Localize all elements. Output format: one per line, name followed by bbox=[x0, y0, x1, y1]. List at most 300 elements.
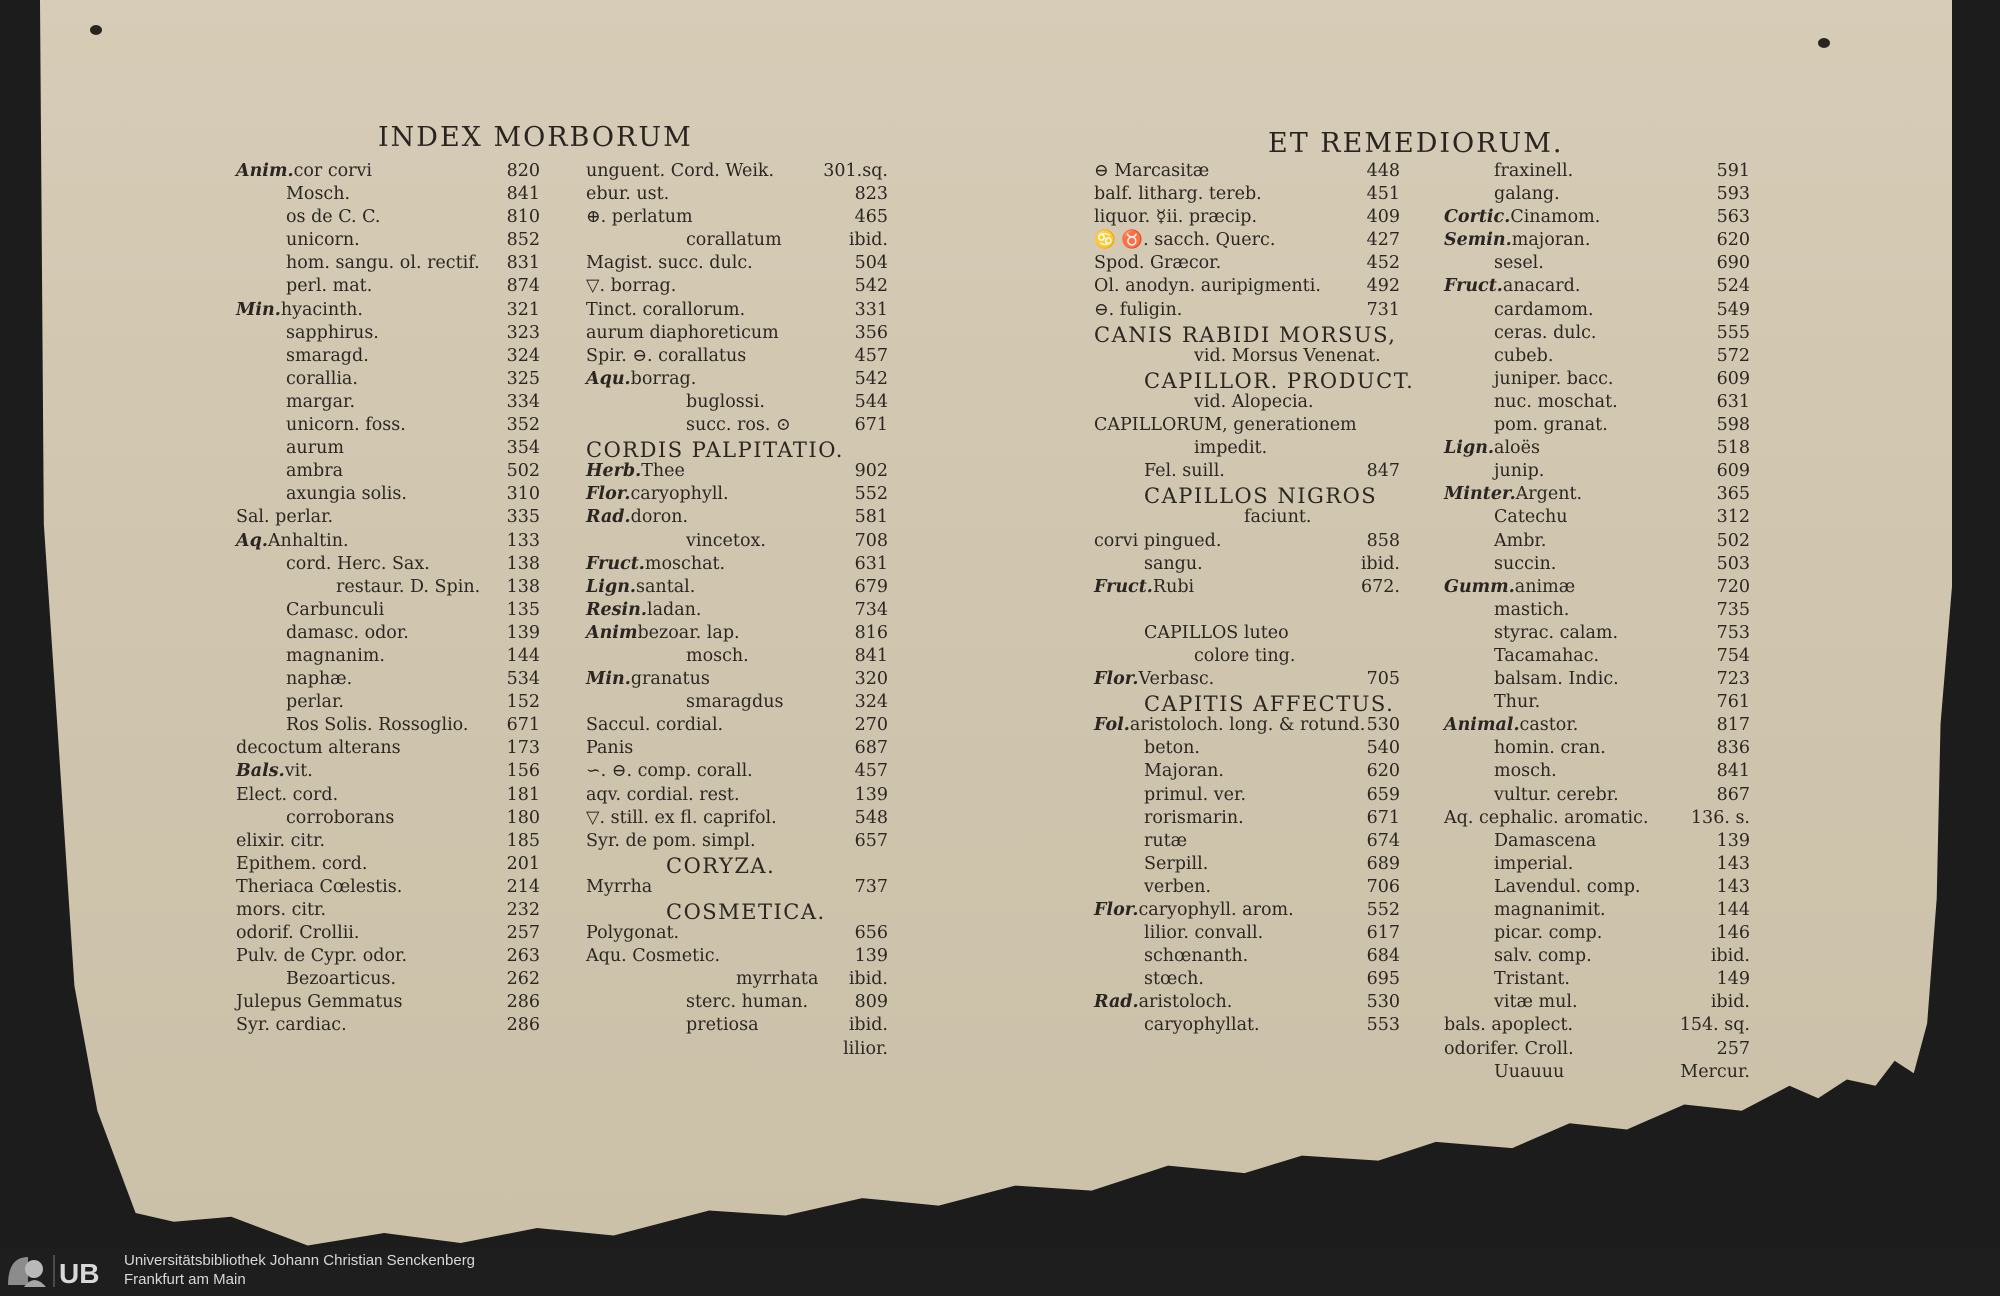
entry-label bbox=[1494, 900, 1606, 920]
entry-label bbox=[1094, 715, 1365, 735]
index-entry bbox=[1094, 692, 1400, 715]
entry-label bbox=[1494, 1062, 1564, 1082]
index-entry bbox=[586, 692, 888, 715]
entry-text: Elect. cord. bbox=[236, 784, 339, 805]
index-entry bbox=[586, 923, 888, 946]
index-entry bbox=[236, 1015, 540, 1038]
page-number: 542 bbox=[854, 276, 888, 297]
entry-text: elixir. citr. bbox=[236, 830, 326, 851]
section-heading bbox=[586, 438, 844, 462]
entry-text: os de C. C. bbox=[286, 207, 381, 228]
entry-category: Min. bbox=[586, 669, 631, 690]
entry-text: vid. Alopecia. bbox=[1194, 391, 1314, 412]
entry-label bbox=[1094, 992, 1232, 1012]
entry-label bbox=[286, 184, 350, 204]
index-column-4 bbox=[1444, 161, 1750, 1085]
entry-label bbox=[1094, 230, 1275, 250]
index-entry bbox=[1094, 531, 1400, 554]
page-number: ibid. bbox=[848, 1015, 888, 1036]
page-number: 687 bbox=[854, 738, 888, 759]
index-entry bbox=[586, 184, 888, 207]
index-entry bbox=[1094, 438, 1400, 461]
index-entry bbox=[236, 161, 540, 184]
page-number: 631 bbox=[1716, 391, 1750, 412]
entry-text: Polygonat. bbox=[586, 923, 680, 944]
index-entry bbox=[236, 323, 540, 346]
entry-text: vitæ mul. bbox=[1494, 992, 1578, 1013]
index-entry bbox=[1444, 207, 1750, 230]
page-number: 324 bbox=[506, 345, 540, 366]
page-number: 754 bbox=[1716, 645, 1750, 666]
entry-label bbox=[586, 300, 745, 320]
entry-text: Anhaltin. bbox=[267, 530, 349, 551]
index-entry bbox=[1094, 669, 1400, 692]
index-entry bbox=[236, 761, 540, 784]
entry-label bbox=[1094, 900, 1294, 920]
entry-text: unicorn. bbox=[286, 230, 360, 251]
entry-text: aristoloch. long. & rotund. bbox=[1129, 715, 1366, 736]
index-entry bbox=[236, 900, 540, 923]
entry-label bbox=[1494, 531, 1546, 551]
index-entry bbox=[1094, 831, 1400, 854]
page-number: 841 bbox=[506, 184, 540, 205]
entry-label bbox=[1144, 831, 1187, 851]
entry-text: Cinamom. bbox=[1510, 207, 1601, 228]
page-number: 334 bbox=[506, 391, 540, 412]
entry-text: Majoran. bbox=[1144, 761, 1224, 782]
entry-text: Epithem. cord. bbox=[236, 853, 368, 874]
entry-label bbox=[1144, 969, 1204, 989]
index-entry bbox=[1094, 992, 1400, 1015]
index-entry bbox=[1094, 415, 1400, 438]
index-entry bbox=[1094, 577, 1400, 600]
entry-text: ceras. dulc. bbox=[1494, 322, 1597, 343]
page-number: 631 bbox=[854, 553, 888, 574]
entry-label bbox=[1444, 1015, 1573, 1035]
entry-text: galang. bbox=[1494, 184, 1560, 205]
entry-label bbox=[1444, 207, 1600, 227]
index-entry bbox=[1094, 392, 1400, 415]
entry-category: Aqu. bbox=[586, 368, 631, 389]
entry-text: caryophyllat. bbox=[1144, 1015, 1260, 1036]
index-entry bbox=[1444, 230, 1750, 253]
index-entry bbox=[1444, 785, 1750, 808]
entry-label bbox=[1144, 877, 1211, 897]
entry-text: vid. Morsus Venenat. bbox=[1194, 345, 1381, 366]
page-number: 263 bbox=[506, 946, 540, 967]
index-entry bbox=[236, 785, 540, 808]
entry-category: Animal. bbox=[1444, 715, 1520, 736]
page-number: 581 bbox=[854, 507, 888, 528]
entry-text: Ol. anodyn. auripigmenti. bbox=[1094, 276, 1321, 297]
page-number: 312 bbox=[1716, 507, 1750, 528]
entry-text: homin. cran. bbox=[1494, 738, 1606, 759]
entry-label bbox=[1444, 577, 1575, 597]
entry-label bbox=[1494, 831, 1596, 851]
index-entry bbox=[236, 831, 540, 854]
entry-label bbox=[286, 346, 369, 366]
entry-label bbox=[1494, 461, 1544, 481]
section-heading bbox=[666, 900, 826, 924]
index-entry bbox=[586, 392, 888, 415]
entry-text: succin. bbox=[1494, 553, 1557, 574]
page-number: 146 bbox=[1716, 923, 1750, 944]
entry-text: naphæ. bbox=[286, 669, 353, 690]
entry-text: aurum bbox=[286, 438, 344, 459]
entry-category: Flor. bbox=[1094, 900, 1139, 920]
entry-text: ∽. ⊖. comp. corall. bbox=[586, 761, 753, 782]
entry-label bbox=[1494, 623, 1618, 643]
page-number: 598 bbox=[1716, 415, 1750, 436]
page-number: 836 bbox=[1716, 738, 1750, 759]
page-number: 448 bbox=[1366, 161, 1400, 181]
index-entry bbox=[586, 946, 888, 969]
entry-label bbox=[1494, 785, 1619, 805]
index-entry bbox=[1444, 969, 1750, 992]
page-number: 257 bbox=[506, 923, 540, 944]
entry-text: Uuauuu bbox=[1494, 1061, 1565, 1082]
entry-label bbox=[1094, 253, 1221, 273]
entry-text: vultur. cerebr. bbox=[1494, 784, 1619, 805]
entry-label bbox=[1444, 438, 1540, 458]
page-number: 549 bbox=[1716, 299, 1750, 320]
entry-label bbox=[736, 969, 818, 989]
page-number: 563 bbox=[1716, 207, 1750, 228]
page-number: 457 bbox=[854, 761, 888, 782]
page-number: 672. bbox=[1361, 576, 1400, 597]
index-title-right: ET REMEDIORUM. bbox=[1268, 128, 1564, 159]
page-number: 139 bbox=[854, 784, 888, 805]
entry-label bbox=[686, 1015, 759, 1035]
index-entry bbox=[236, 877, 540, 900]
page-number: 451 bbox=[1366, 184, 1400, 205]
entry-text: rutæ bbox=[1144, 830, 1188, 851]
index-entry bbox=[586, 415, 888, 438]
entry-label bbox=[586, 484, 729, 504]
entry-text: ▽. borrag. bbox=[586, 276, 677, 297]
index-entry bbox=[1094, 346, 1400, 369]
entry-category: Gumm. bbox=[1444, 576, 1515, 597]
page-number: 331 bbox=[854, 299, 888, 320]
entry-text: mosch. bbox=[686, 645, 749, 666]
index-entry bbox=[586, 761, 888, 784]
index-entry bbox=[586, 1015, 888, 1038]
entry-label bbox=[236, 900, 326, 920]
page-number: 679 bbox=[854, 576, 888, 597]
page-number: 301.sq. bbox=[823, 161, 888, 181]
index-entry bbox=[1444, 577, 1750, 600]
entry-label bbox=[586, 207, 693, 227]
index-entry bbox=[1094, 161, 1400, 184]
index-entry bbox=[236, 946, 540, 969]
entry-text: ambra bbox=[286, 461, 344, 482]
entry-label bbox=[1094, 161, 1209, 181]
page-number: 286 bbox=[506, 1015, 540, 1036]
page-number: 591 bbox=[1716, 161, 1750, 181]
page-number: 201 bbox=[506, 853, 540, 874]
page-number: 705 bbox=[1366, 669, 1400, 690]
page-number: 335 bbox=[506, 507, 540, 528]
index-entry bbox=[236, 854, 540, 877]
entry-text: CAPILLOS NIGROS bbox=[1144, 484, 1378, 509]
entry-label bbox=[1194, 438, 1267, 458]
index-entry bbox=[236, 253, 540, 276]
index-entry bbox=[1094, 877, 1400, 900]
index-entry bbox=[1094, 600, 1400, 623]
entry-text: hom. sangu. ol. rectif. bbox=[286, 253, 480, 274]
entry-label bbox=[286, 484, 407, 504]
index-entry bbox=[236, 531, 540, 554]
entry-label bbox=[1094, 531, 1221, 551]
entry-label bbox=[1494, 669, 1619, 689]
entry-text: nuc. moschat. bbox=[1494, 391, 1618, 412]
page-number: 457 bbox=[854, 345, 888, 366]
entry-label bbox=[586, 715, 723, 735]
entry-label bbox=[586, 785, 740, 805]
entry-label bbox=[1094, 184, 1262, 204]
entry-label bbox=[286, 646, 385, 666]
index-entry bbox=[1444, 461, 1750, 484]
page-number: 321 bbox=[506, 299, 540, 320]
index-entry bbox=[1444, 900, 1750, 923]
entry-label bbox=[286, 808, 394, 828]
index-entry bbox=[236, 369, 540, 392]
index-entry bbox=[1444, 923, 1750, 946]
page-number: 144 bbox=[506, 645, 540, 666]
entry-text: magnanim. bbox=[286, 645, 385, 666]
entry-text: verben. bbox=[1144, 876, 1212, 897]
entry-label bbox=[286, 438, 344, 458]
page-number: 143 bbox=[1716, 876, 1750, 897]
index-entry bbox=[236, 415, 540, 438]
index-entry bbox=[586, 646, 888, 669]
index-entry bbox=[236, 207, 540, 230]
entry-text: majoran. bbox=[1511, 230, 1591, 251]
entry-category: Resin. bbox=[586, 599, 647, 620]
entry-text: odorif. Crollii. bbox=[236, 923, 360, 944]
entry-text: perlar. bbox=[286, 692, 344, 713]
entry-text: santal. bbox=[636, 576, 696, 597]
entry-text: animæ bbox=[1514, 576, 1576, 597]
entry-text: aristoloch. bbox=[1138, 992, 1233, 1013]
index-entry bbox=[1444, 484, 1750, 507]
page-number: 552 bbox=[854, 484, 888, 505]
entry-text: Carbunculi bbox=[286, 599, 385, 620]
entry-text: mastich. bbox=[1494, 599, 1570, 620]
entry-label bbox=[1144, 738, 1200, 758]
page-number: 555 bbox=[1716, 322, 1750, 343]
entry-label bbox=[236, 738, 401, 758]
page-number: 173 bbox=[506, 738, 540, 759]
entry-label bbox=[686, 531, 766, 551]
entry-label bbox=[236, 161, 372, 181]
index-entry bbox=[236, 969, 540, 992]
entry-category: Anim bbox=[586, 622, 638, 643]
page-number: 674 bbox=[1366, 830, 1400, 851]
page-number: 737 bbox=[854, 876, 888, 897]
page-number: 689 bbox=[1366, 853, 1400, 874]
index-entry bbox=[1094, 484, 1400, 507]
entry-label bbox=[236, 761, 313, 781]
index-entry bbox=[1444, 738, 1750, 761]
entry-text: Saccul. cordial. bbox=[586, 715, 724, 736]
entry-label bbox=[286, 323, 379, 343]
page-number: 609 bbox=[1716, 368, 1750, 389]
entry-label bbox=[1244, 507, 1311, 527]
page-number: 817 bbox=[1716, 715, 1750, 736]
page-number: 753 bbox=[1716, 622, 1750, 643]
index-entry bbox=[1094, 554, 1400, 577]
index-entry bbox=[1444, 300, 1750, 323]
page-number: 139 bbox=[854, 946, 888, 967]
index-entry bbox=[236, 669, 540, 692]
entry-label bbox=[1494, 346, 1553, 366]
entry-label bbox=[586, 946, 720, 966]
section-heading bbox=[1094, 323, 1396, 347]
index-entry bbox=[586, 484, 888, 507]
entry-label bbox=[1494, 369, 1614, 389]
index-entry bbox=[236, 577, 540, 600]
entry-label bbox=[336, 577, 480, 597]
entry-category: Aq. bbox=[236, 530, 268, 551]
index-entry bbox=[236, 623, 540, 646]
entry-text: ⊖ Marcasitæ bbox=[1094, 161, 1210, 181]
index-entry bbox=[1444, 276, 1750, 299]
entry-label bbox=[686, 646, 749, 666]
index-entry bbox=[236, 646, 540, 669]
page-number: 659 bbox=[1366, 784, 1400, 805]
index-entry bbox=[236, 554, 540, 577]
entry-text: bals. apoplect. bbox=[1444, 1015, 1574, 1036]
page-number: 684 bbox=[1366, 946, 1400, 967]
entry-label bbox=[1144, 785, 1246, 805]
entry-label bbox=[1144, 1015, 1260, 1035]
library-city: Frankfurt am Main bbox=[124, 1271, 246, 1288]
entry-text: COSMETICA. bbox=[666, 900, 826, 924]
index-entry bbox=[1094, 368, 1415, 393]
entry-label bbox=[1094, 577, 1194, 597]
entry-label bbox=[1144, 923, 1263, 943]
page-number: 530 bbox=[1366, 715, 1400, 736]
entry-label bbox=[236, 785, 338, 805]
index-entry bbox=[1444, 531, 1750, 554]
index-entry bbox=[1094, 507, 1400, 530]
entry-label bbox=[286, 715, 468, 735]
index-entry bbox=[586, 854, 888, 877]
entry-category: Fol. bbox=[1094, 715, 1130, 736]
entry-category: Rad. bbox=[1094, 992, 1139, 1013]
page-number: 671 bbox=[854, 415, 888, 436]
entry-label bbox=[1494, 877, 1640, 897]
page-number: 810 bbox=[506, 207, 540, 228]
page-number: 144 bbox=[1716, 900, 1750, 920]
entry-label bbox=[1494, 300, 1594, 320]
entry-text: faciunt. bbox=[1244, 507, 1312, 528]
page-number: 720 bbox=[1716, 576, 1750, 597]
entry-text: myrrhata bbox=[736, 969, 819, 990]
entry-label bbox=[1494, 992, 1578, 1012]
entry-label bbox=[236, 507, 333, 527]
entry-label bbox=[586, 738, 633, 758]
entry-text: colore ting. bbox=[1194, 645, 1296, 666]
page-number: 365 bbox=[1716, 484, 1750, 505]
entry-text: caryophyll. arom. bbox=[1138, 900, 1294, 920]
index-entry bbox=[1444, 346, 1750, 369]
index-entry bbox=[586, 738, 888, 761]
entry-text: Julepus Gemmatus bbox=[236, 992, 403, 1013]
entry-text: Syr. cardiac. bbox=[236, 1015, 347, 1036]
page-number: 465 bbox=[854, 207, 888, 228]
index-entry bbox=[236, 392, 540, 415]
entry-text: aurum diaphoreticum bbox=[586, 322, 779, 343]
entry-text: decoctum alterans bbox=[236, 738, 401, 759]
entry-label bbox=[686, 992, 808, 1012]
entry-text: corvi pingued. bbox=[1094, 530, 1222, 551]
index-entry bbox=[236, 184, 540, 207]
entry-text: cardamom. bbox=[1494, 299, 1594, 320]
page-number: 180 bbox=[506, 807, 540, 828]
page-number: 761 bbox=[1716, 692, 1750, 713]
index-entry bbox=[236, 738, 540, 761]
page-number: 354 bbox=[506, 438, 540, 459]
page-number: 735 bbox=[1716, 599, 1750, 620]
entry-label bbox=[286, 392, 355, 412]
page-number: ibid. bbox=[1710, 992, 1750, 1013]
entry-label bbox=[1494, 646, 1599, 666]
entry-label bbox=[586, 831, 756, 851]
page-number: 553 bbox=[1366, 1015, 1400, 1036]
entry-label bbox=[286, 207, 380, 227]
index-entry bbox=[236, 692, 540, 715]
entry-text: restaur. D. Spin. bbox=[336, 576, 481, 597]
index-entry bbox=[586, 900, 888, 923]
index-entry bbox=[1444, 369, 1750, 392]
entry-category: Bals. bbox=[236, 761, 285, 782]
entry-label bbox=[586, 276, 676, 296]
entry-text: damasc. odor. bbox=[286, 622, 409, 643]
entry-text: ⊖. fuligin. bbox=[1094, 299, 1183, 320]
entry-text: smaragdus bbox=[686, 692, 784, 713]
index-entry bbox=[1444, 669, 1750, 692]
pin-hole bbox=[1818, 38, 1830, 48]
entry-text: Argent. bbox=[1515, 484, 1583, 505]
entry-label bbox=[236, 300, 363, 320]
entry-category: Fruct. bbox=[1444, 276, 1503, 297]
entry-category: Anim. bbox=[236, 161, 294, 181]
entry-text: pretiosa bbox=[686, 1015, 759, 1036]
index-entry bbox=[1444, 415, 1750, 438]
entry-text: ebur. ust. bbox=[586, 184, 670, 205]
entry-text: aloës bbox=[1494, 438, 1540, 459]
entry-label bbox=[1144, 554, 1203, 574]
page-number: 185 bbox=[506, 830, 540, 851]
entry-text: CAPILLORUM, generationem bbox=[1094, 415, 1357, 436]
entry-text: unguent. Cord. Weik. bbox=[586, 161, 775, 181]
page-number: 356 bbox=[854, 322, 888, 343]
page-number: 734 bbox=[854, 599, 888, 620]
entry-label bbox=[1444, 230, 1590, 250]
index-entry bbox=[1094, 715, 1400, 738]
entry-text: mosch. bbox=[1494, 761, 1557, 782]
page-number: 534 bbox=[506, 669, 540, 690]
entry-text: CAPILLOS luteo bbox=[1144, 622, 1289, 643]
index-entry bbox=[586, 531, 888, 554]
entry-label bbox=[586, 161, 774, 181]
entry-text: Ros Solis. Rossoglio. bbox=[286, 715, 469, 736]
entry-label bbox=[286, 669, 352, 689]
index-entry bbox=[1444, 692, 1750, 715]
index-entry bbox=[1444, 1062, 1750, 1085]
